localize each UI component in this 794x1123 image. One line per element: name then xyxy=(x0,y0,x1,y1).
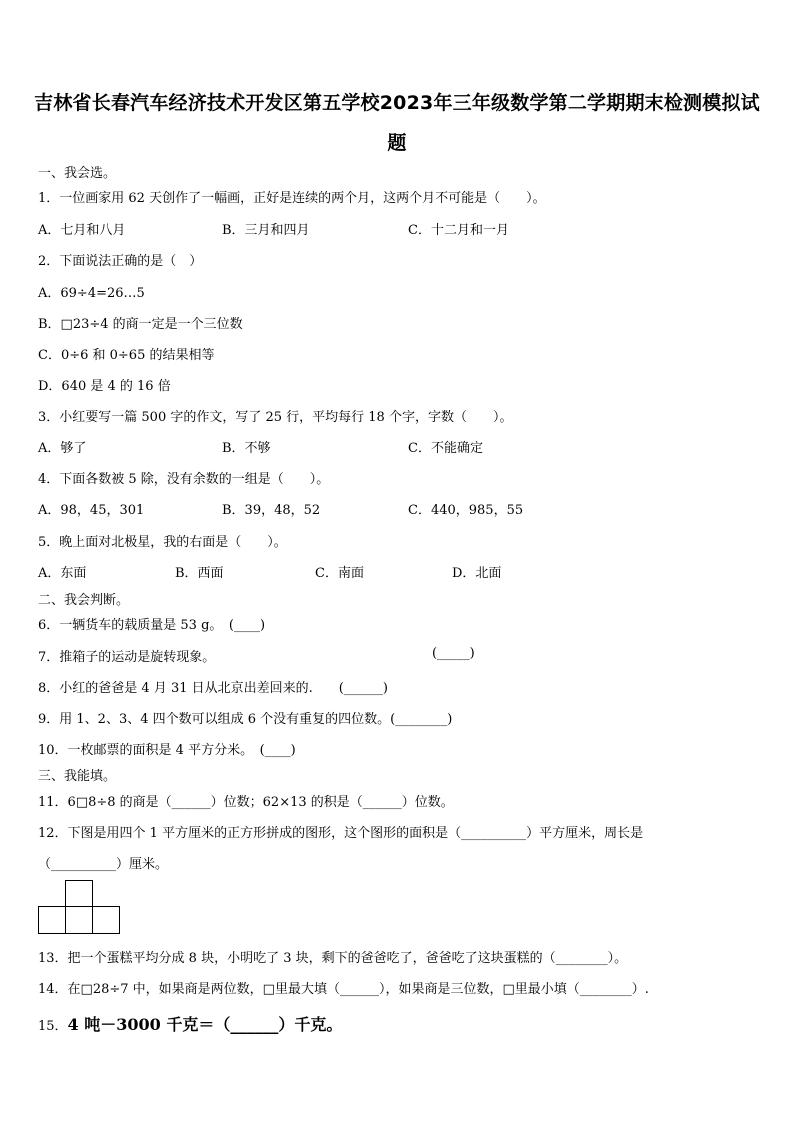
figure-top-square xyxy=(66,881,93,907)
figure-bottom-square-3 xyxy=(93,907,120,934)
page-title: 吉林省长春汽车经济技术开发区第五学校2023年三年级数学第二学期期末检测模拟试 xyxy=(34,92,760,114)
q3-option-c: C．不能确定 xyxy=(408,441,483,456)
figure-bottom-square-1 xyxy=(39,907,66,934)
question-15-number: 15． xyxy=(38,1019,68,1034)
q2-option-d: D．640 是 4 的 16 倍 xyxy=(38,379,171,394)
section-heading-judge: 二、我会判断。 xyxy=(38,593,130,608)
q1-option-c: C．十二月和一月 xyxy=(408,223,509,238)
question-6: 6．一辆货车的载质量是 53 g。 (____) xyxy=(38,618,266,633)
q7-answer-blank: (_____) xyxy=(432,646,475,661)
question-11: 11．6□8÷8 的商是（______）位数；62×13 的积是（______）位数。 xyxy=(38,795,454,810)
four-squares-figure xyxy=(38,880,120,934)
section-heading-fill: 三、我能填。 xyxy=(38,769,117,784)
q4-option-c: C．440，985，55 xyxy=(408,503,524,518)
figure-bottom-square-2 xyxy=(66,907,93,934)
question-15 xyxy=(38,1012,342,1035)
question-5: 5．晚上面对北极星，我的右面是（ ）。 xyxy=(38,535,287,550)
section-heading-choose: 一、我会选。 xyxy=(38,166,117,181)
q1-option-b: B．三月和四月 xyxy=(222,223,310,238)
question-4: 4．下面各数被 5 除，没有余数的一组是（ ）。 xyxy=(38,472,330,487)
question-1: 1．一位画家用 62 天创作了一幅画，正好是连续的两个月，这两个月不可能是（ ）。 xyxy=(38,191,546,206)
q1-option-a: A．七月和八月 xyxy=(38,223,126,238)
q5-option-a: A．东面 xyxy=(38,566,87,581)
question-13: 13．把一个蛋糕平均分成 8 块，小明吃了 3 块，剩下的爸爸吃了，爸爸吃了这块蛋糕的（________）。 xyxy=(38,951,628,966)
question-2: 2．下面说法正确的是（ ） xyxy=(38,254,203,269)
q3-option-a: A．够了 xyxy=(38,441,87,456)
q5-option-b: B．西面 xyxy=(175,566,224,581)
question-8: 8．小红的爸爸是 4 月 31 日从北京出差回来的. (______) xyxy=(38,681,388,696)
q4-option-b: B．39，48，52 xyxy=(222,503,321,518)
q3-option-b: B．不够 xyxy=(222,441,271,456)
question-10: 10．一枚邮票的面积是 4 平方分米。 (____) xyxy=(38,743,296,758)
question-3: 3．小红要写一篇 500 字的作文，写了 25 行，平均每行 18 个字，字数（ ）。 xyxy=(38,410,513,425)
question-12-continued: （__________）厘米。 xyxy=(38,857,169,872)
question-9: 9．用 1、2、3、4 四个数可以组成 6 个没有重复的四位数。(________) xyxy=(38,712,453,727)
question-7: 7．推箱子的运动是旋转现象。 xyxy=(38,650,216,665)
question-15-text: 4 吨－3000 千克＝（______）千克。 xyxy=(67,1015,343,1034)
q2-option-a: A．69÷4=26…5 xyxy=(38,286,145,301)
q5-option-c: C．南面 xyxy=(315,566,364,581)
q5-option-d: D．北面 xyxy=(452,566,502,581)
q2-option-c: C．0÷6 和 0÷65 的结果相等 xyxy=(38,348,215,363)
q2-option-b: B．□23÷4 的商一定是一个三位数 xyxy=(38,317,243,332)
page-title-continued: 题 xyxy=(387,132,407,154)
question-12: 12．下图是用四个 1 平方厘米的正方形拼成的图形，这个图形的面积是（__________）平方厘米，周长是 xyxy=(38,826,644,841)
q4-option-a: A．98，45，301 xyxy=(38,503,145,518)
question-14: 14．在□28÷7 中，如果商是两位数，□里最大填（______），如果商是三位数，□里最小填（________）. xyxy=(38,982,649,997)
